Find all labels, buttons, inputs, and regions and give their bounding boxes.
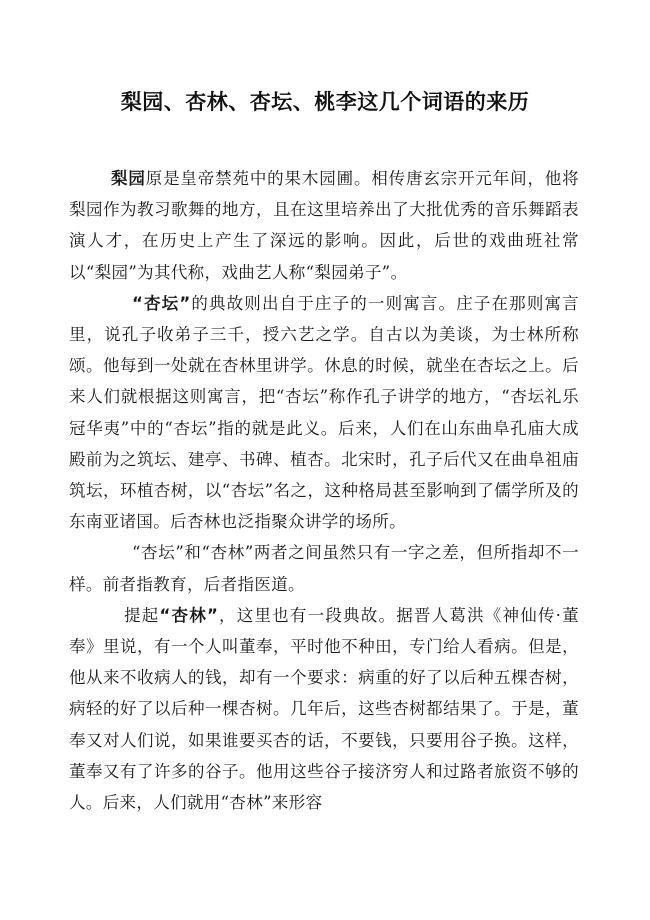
paragraph-lead: 提起 bbox=[124, 605, 160, 625]
paragraph-text: 的典故则出自于庄子的一则寓言。庄子在那则寓言里，说孔子收弟子三千，授六艺之学。自古以为美谈，为士林所称颂。他每到一处就在杏林里讲学。休息的时候，就坐在杏坛之上。后来人们就根据这则寓言，把“杏坛”称作孔子讲学的地方，“杏坛礼乐冠华夷”中的“杏坛”指的就是此义。后来，人们在山东曲阜孔庙大成殿前为之筑坛、建亭、书碑、植杏。北宋时，孔子后代又在曲阜祖庙筑坛，环植杏树，以“杏坛”名之，这种格局甚至影响到了儒学所及的东南亚诸国。后杏林也泛指聚众讲学的场所。 bbox=[69, 293, 579, 532]
keyword-xingtan: “杏坛” bbox=[132, 293, 191, 313]
keyword-liyuan: 梨园 bbox=[111, 169, 146, 188]
document-body bbox=[69, 163, 579, 818]
paragraph-comparison bbox=[69, 537, 579, 599]
paragraph-text: 原是皇帝禁苑中的果木园圃。相传唐玄宗开元年间，他将梨园作为教习歌舞的地方，且在这里培养出了大批优秀的音乐舞蹈表演人才，在历史上产生了深远的影响。因此，后世的戏曲班社常以“梨园”为其代称，戏曲艺人称“梨园弟子”。 bbox=[69, 169, 580, 282]
paragraph-xingtan bbox=[69, 288, 579, 538]
paragraph-text: “杏坛”和“杏林”两者之间虽然只有一字之差，但所指却不一样。前者指教育，后者指医道。 bbox=[69, 543, 579, 594]
keyword-xinglin: “杏林” bbox=[159, 605, 219, 625]
document-title: 梨园、杏林、杏坛、桃李这几个词语的来历 bbox=[120, 90, 530, 114]
paragraph-liyuan bbox=[69, 163, 579, 288]
paragraph-xinglin bbox=[69, 600, 579, 818]
paragraph-text: ，这里也有一段典故。据晋人葛洪《神仙传·董奉》里说，有一个人叫董奉，平时他不种田，专门给人看病。但是，他从来不收病人的钱，却有一个要求：病重的好了以后种五棵杏树，病轻的好了以后种一棵杏树。几年后，这些杏树都结果了。于是，董奉又对人们说，如果谁要买杏的话，不要钱，只要用谷子换。这样，董奉又有了许多的谷子。他用这些谷子接济穷人和过路者旅资不够的人。后来，人们就用“杏林”来形容 bbox=[69, 605, 579, 813]
